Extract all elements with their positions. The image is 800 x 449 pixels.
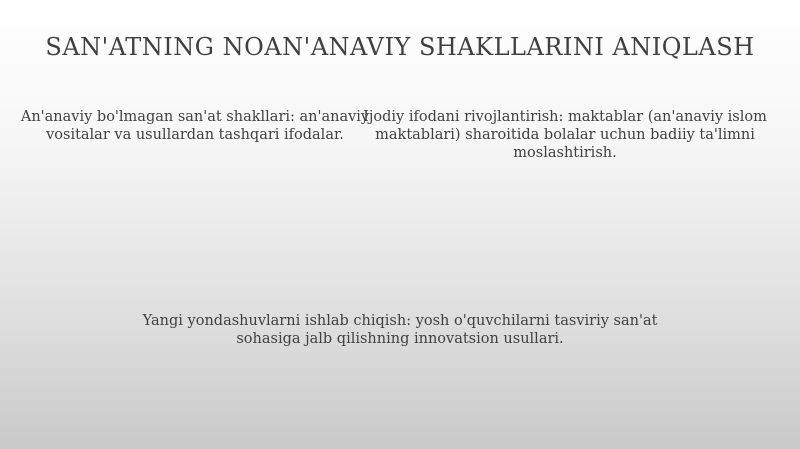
slide-title: SAN'ATNING NOAN'ANAVIY SHAKLLARINI ANIQLASH [45,33,755,61]
left-text-block: An'anaviy bo'lmagan san'at shakllari: an'anaviy vositalar va usullardan tashqari ifodalar. [20,109,370,143]
bottom-text-block: Yangi yondashuvlarni ishlab chiqish: yosh o'quvchilarni tasviriy san'at sohasiga jalb qilishning innovatsion usullari. [142,313,658,347]
right-text-block: Ijodiy ifodani rivojlantirish: maktablar (an'anaviy islom maktablari) sharoitida bolalar uchun badiiy ta'limni moslashtirish. [363,109,767,161]
